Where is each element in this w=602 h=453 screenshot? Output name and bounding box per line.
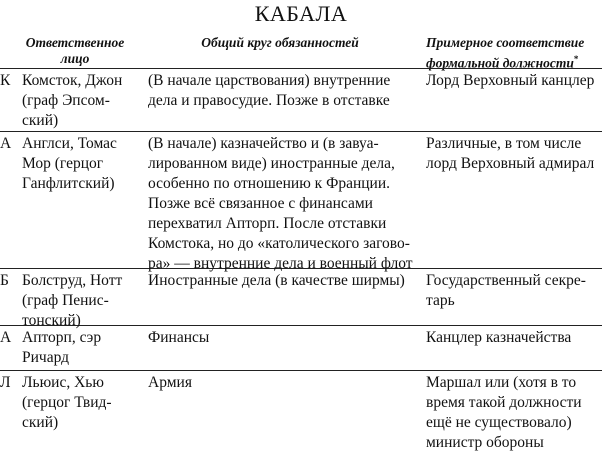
office-line: Канцлер казначейства: [426, 329, 572, 346]
office-line: Государственный секре-: [426, 272, 586, 289]
header-duties-line: Общий круг обязанностей: [201, 35, 359, 50]
duties-line: Иностранные дела (в качестве ширмы): [148, 272, 405, 289]
row-duties: [148, 328, 426, 348]
duties-line: Комстока, но до «католического загово-: [148, 235, 410, 252]
duties-line: перехватил Апторп. После отставки: [148, 215, 387, 232]
duties-line: ра» — внутренние дела и военный флот: [148, 255, 413, 272]
table-rule: [0, 68, 602, 69]
duties-line: (В начале царствования) внутренние: [148, 72, 391, 89]
person-line: Мор (герцог: [22, 155, 104, 172]
row-letter: К: [0, 72, 11, 89]
row-office: [426, 271, 602, 311]
duties-line: дела и правосудие. Позже в отставке: [148, 92, 390, 109]
row-duties: [148, 71, 426, 111]
person-line: (герцог Твид-: [22, 394, 112, 411]
row-person: [22, 71, 142, 131]
header-office: [426, 35, 602, 72]
header-person-line: Ответственное: [25, 35, 125, 50]
row-person: [22, 373, 142, 433]
row-letter: А: [0, 135, 12, 152]
row-letter: А: [0, 329, 12, 346]
person-line: Льюис, Хью: [22, 374, 104, 391]
person-line: ский): [22, 414, 59, 431]
office-line: тарь: [426, 292, 455, 309]
row-letter: Б: [0, 272, 9, 289]
person-line: Болструд, Нотт: [22, 272, 123, 289]
office-line: время такой должности: [426, 394, 582, 411]
row-office: [426, 373, 602, 453]
duties-line: лированном виде) иностранные дела,: [148, 155, 395, 172]
header-office-line-text: формальной должности: [426, 55, 574, 71]
footnote-mark: *: [573, 54, 579, 64]
duties-line: особенно по отношению к Франции.: [148, 175, 391, 192]
person-line: Ричард: [22, 349, 70, 366]
table-rule: [0, 131, 602, 132]
duties-line: Армия: [148, 374, 192, 391]
duties-line: Финансы: [148, 329, 210, 346]
page-title: КАБАЛА: [254, 1, 348, 26]
person-line: Англси, Томас: [22, 135, 117, 152]
office-line: Различные, в том числе: [426, 135, 582, 152]
header-office-line: Примерное соответствие: [426, 35, 585, 50]
person-line: тонский): [22, 312, 81, 329]
header-person-line: лицо: [60, 51, 90, 66]
office-line: лорд Верховный адмирал: [426, 155, 595, 172]
person-line: ский): [22, 112, 59, 129]
table-rule: [0, 370, 602, 371]
office-line: министр обороны: [426, 434, 544, 451]
row-duties: [148, 271, 426, 291]
office-line: Лорд Верховный канцлер: [426, 72, 595, 89]
person-line: (граф Пенис-: [22, 292, 109, 309]
row-duties: [148, 373, 426, 393]
row-person: [22, 134, 142, 194]
person-line: (граф Эпсом-: [22, 92, 110, 109]
person-line: Ганфлитский): [22, 175, 115, 192]
person-line: Комсток, Джон: [22, 72, 123, 89]
header-person: [10, 35, 140, 67]
office-line: ещё не существовало): [426, 414, 572, 431]
header-duties: [140, 35, 420, 51]
row-person: [22, 271, 142, 331]
row-person: [22, 328, 142, 368]
row-office: [426, 328, 602, 348]
person-line: Апторп, сэр: [22, 329, 102, 346]
row-office: [426, 71, 602, 91]
row-letter: Л: [0, 374, 11, 391]
row-office: [426, 134, 602, 174]
row-duties: [148, 134, 426, 274]
office-line: Маршал или (хотя в то: [426, 374, 577, 391]
duties-line: (В начале) казначейство и (в завуа-: [148, 135, 379, 152]
duties-line: Позже всё связанное с финансами: [148, 195, 373, 212]
